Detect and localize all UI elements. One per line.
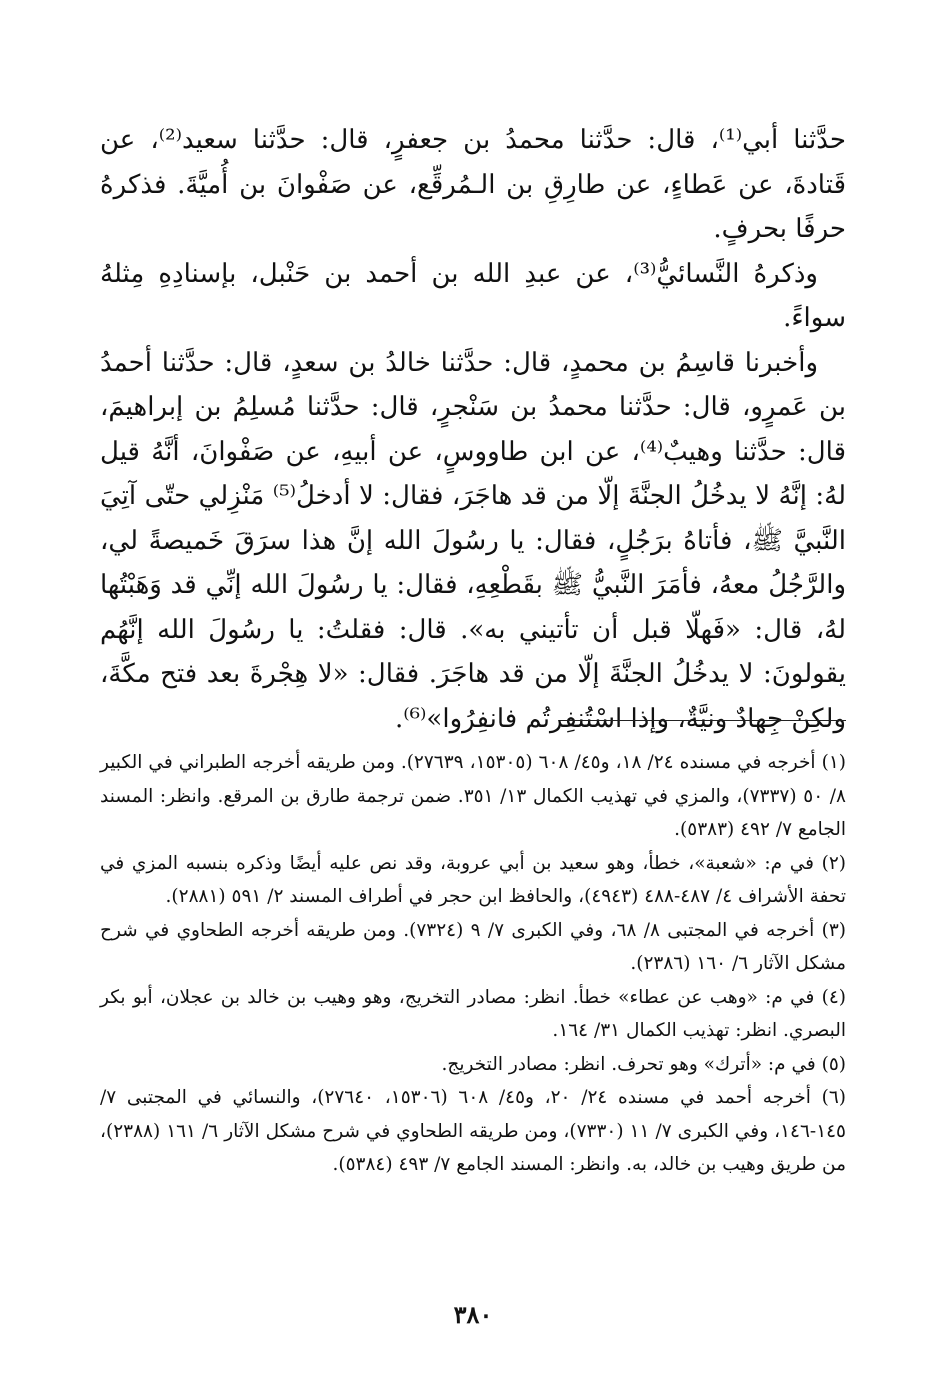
footnote-3: (٣) أخرجه في المجتبى ٨/ ٦٨، وفي الكبرى ٧/ ٩ (٧٣٢٤). ومن طريقه أخرجه الطحاوي في شرح مشكل الآثار ٦/ ١٦٠ (٢٣٨٦). bbox=[100, 919, 846, 974]
footnote-separator bbox=[560, 720, 846, 721]
paragraph-3: وأخبرنا قاسِمُ بن محمدٍ، قال: حدَّثنا خالدُ بن سعدٍ، قال: حدَّثنا أحمدُ بن عَمرٍو، قال: حدَّثنا محمدُ بن سَنْجرٍ، قال: حدَّثنا مُسلِمُ بن إبراهيمَ، قال: حدَّثنا وهيبٌ⁽⁴⁾، عن ابن طاووسٍ، عن أبيهِ، عن صَفْوانَ، أنَّهُ قيل لهُ: إنَّهُ لا يدخُلُ الجنَّةَ إلّا من قد هاجَرَ، فقال: لا أدخلُ⁽⁵⁾ مَنْزِلي حتّى آتِيَ النَّبيَّ ﷺ، فأتاهُ برَجُلٍ، فقال: يا رسُولَ الله إنَّ هذا سرَقَ خَميصةً لي، والرَّجُلُ معهُ، فأمَرَ النَّبيُّ ﷺ بقَطْعِهِ، فقال: يا رسُولَ الله إنِّي قد وَهَبْتُها لهُ، قال: «فَهلّا قبل أن تأتيني به». قال: فقلتُ: يا رسُولَ الله إنَّهُم يقولونَ: لا يدخُلُ الجنَّةَ إلّا من قد هاجَرَ. فقال: «لا هِجْرةَ بعد فتح مكَّةَ، ولكِنْ جِهادٌ ونيَّةٌ، وإذا اسْتُنفِرتُم فانفِرُوا»⁽⁶⁾. bbox=[100, 347, 846, 734]
footnote-5: (٥) في م: «أترك» وهو تحرف. انظر: مصادر التخريج. bbox=[441, 1053, 846, 1075]
footnote-6: (٦) أخرجه أحمد في مسنده ٢٤/ ٢٠، و٤٥/ ٦٠٨ (١٥٣٠٦، ٢٧٦٤٠)، والنسائي في المجتبى ٧/ ١٤٥-١٤٦، وفي الكبرى ٧/ ١١ (٧٣٣٠)، ومن طريقه الطحاوي في شرح مشكل الآثار ٦/ ١٦١ (٢٣٨٨)، من طريق وهيب بن خالد، به. وانظر: المسند الجامع ٧/ ٤٩٣ (٥٣٨٤). bbox=[100, 1087, 846, 1175]
footnote-4: (٤) في م: «وهب عن عطاء» خطأ. انظر: مصادر التخريج، وهو وهيب بن خالد بن عجلان، أبو بكر البصري. انظر: تهذيب الكمال ٣١/ ١٦٤. bbox=[100, 986, 846, 1041]
paragraph-1: حدَّثنا أبي⁽¹⁾، قال: حدَّثنا محمدُ بن جعفرٍ، قال: حدَّثنا سعيد⁽²⁾، عن قَتادةَ، عن عَطاءٍ، عن طارِقِ بن الـمُرقِّع، عن صَفْوانَ بن أُميَّةَ. فذكرهُ حرفًا بحرفٍ. bbox=[100, 125, 846, 244]
page-number: ٣٨٠ bbox=[453, 1300, 493, 1329]
footnote-1: (١) أخرجه في مسنده ٢٤/ ١٨، و٤٥/ ٦٠٨ (١٥٣٠٥، ٢٧٦٣٩). ومن طريقه أخرجه الطبراني في الكبير ٨/ ٥٠ (٧٣٣٧)، والمزي في تهذيب الكمال ١٣/ ٣٥١. ضمن ترجمة طارق بن المرقع. وانظر: المسند الجامع ٧/ ٤٩٢ (٥٣٨٣). bbox=[100, 752, 846, 840]
paragraph-2: وذكرهُ النَّسائيُّ⁽³⁾، عن عبدِ الله بن أحمد بن حَنْبل، بإسنادِهِ مِثلهُ سواءً. bbox=[100, 258, 846, 333]
main-text bbox=[100, 118, 846, 741]
footnotes bbox=[100, 746, 846, 1182]
footnote-2: (٢) في م: «شعبة»، خطأ، وهو سعيد بن أبي عروبة، وقد نص عليه أيضًا وذكره بنسبه المزي في تحفة الأشراف ٤/ ٤٨٧-٤٨٨ (٤٩٤٣)، والحافظ ابن حجر في أطراف المسند ٢/ ٥٩١ (٢٨٨١). bbox=[100, 852, 846, 907]
page bbox=[100, 0, 846, 1380]
